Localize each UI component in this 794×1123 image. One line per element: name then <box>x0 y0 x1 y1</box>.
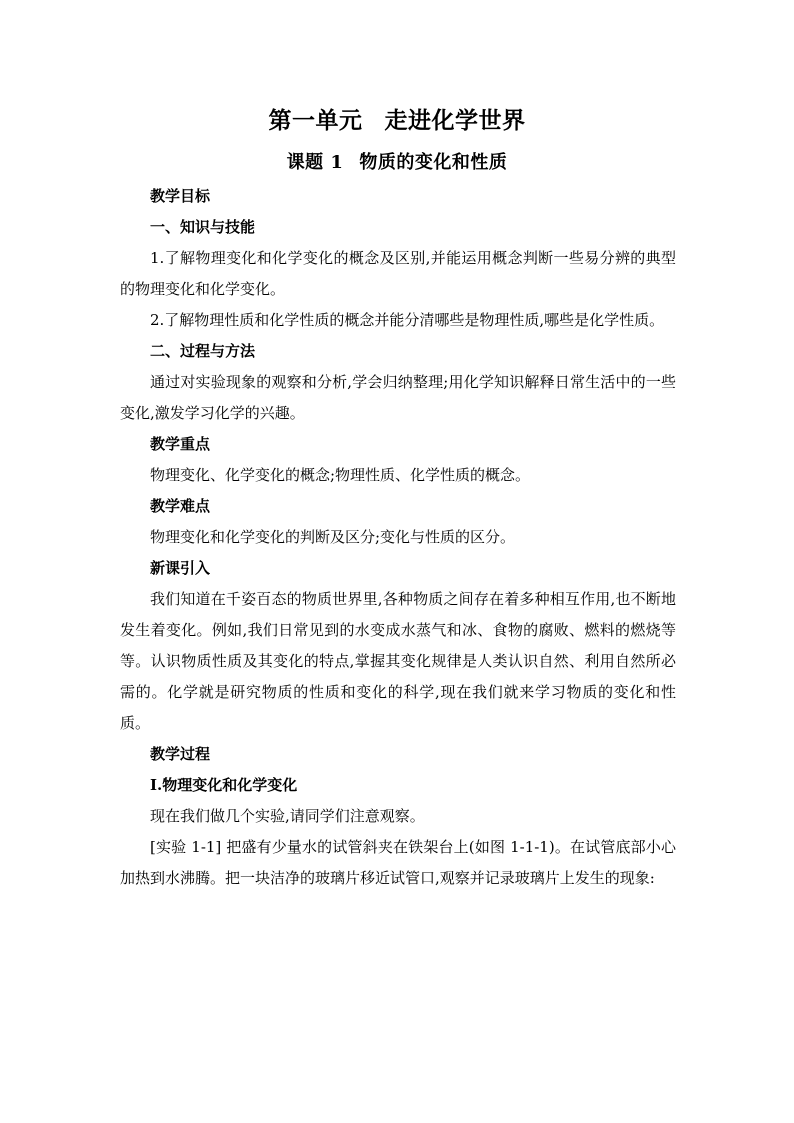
unit-title-name: 走进化学世界 <box>384 107 526 134</box>
paragraph: 通过对实验现象的观察和分析,学会归纳整理;用化学知识解释日常生活中的一些变化,激发学习化学的兴趣。 <box>120 373 676 422</box>
paragraph: 1.了解物理变化和化学变化的概念及区别,并能运用概念判断一些易分辨的典型的物理变化和化学变化。 <box>120 249 676 298</box>
paragraph: 教学过程 <box>150 745 211 763</box>
paragraph: 教学重点 <box>150 435 211 453</box>
unit-title <box>0 102 794 135</box>
paragraph: 2.了解物理性质和化学性质的概念并能分清哪些是物理性质,哪些是化学性质。 <box>150 311 665 329</box>
document-body <box>120 181 676 894</box>
paragraph: 新课引入 <box>150 559 211 577</box>
paragraph: 我们知道在千姿百态的物质世界里,各种物质之间存在着多种相互作用,也不断地发生着变化。例如,我们日常见到的水变成水蒸气和冰、食物的腐败、燃料的燃烧等等。认识物质性质及其变化的特点,掌握其变化规律是人类认识自然、利用自然所必需的。化学就是研究物质的性质和变化的科学,现在我们就来学习物质的变化和性质。 <box>120 590 676 732</box>
paragraph: [实验 1-1] 把盛有少量水的试管斜夹在铁架台上(如图 1-1-1)。在试管底部小心加热到水沸腾。把一块洁净的玻璃片移近试管口,观察并记录玻璃片上发生的现象: <box>120 838 676 887</box>
paragraph: 教学目标 <box>150 187 211 205</box>
lesson-title <box>0 148 794 174</box>
lesson-title-number: 课题 1 <box>286 152 344 173</box>
paragraph: 二、过程与方法 <box>150 342 256 360</box>
paragraph: Ⅰ.物理变化和化学变化 <box>150 776 298 794</box>
lesson-title-name: 物质的变化和性质 <box>359 152 508 173</box>
paragraph: 一、知识与技能 <box>150 218 256 236</box>
paragraph: 物理变化、化学变化的概念;物理性质、化学性质的概念。 <box>150 466 531 484</box>
paragraph: 教学难点 <box>150 497 211 515</box>
unit-title-number: 第一单元 <box>268 107 363 134</box>
paragraph: 现在我们做几个实验,请同学们注意观察。 <box>150 807 425 825</box>
paragraph: 物理变化和化学变化的判断及区分;变化与性质的区分。 <box>150 528 516 546</box>
